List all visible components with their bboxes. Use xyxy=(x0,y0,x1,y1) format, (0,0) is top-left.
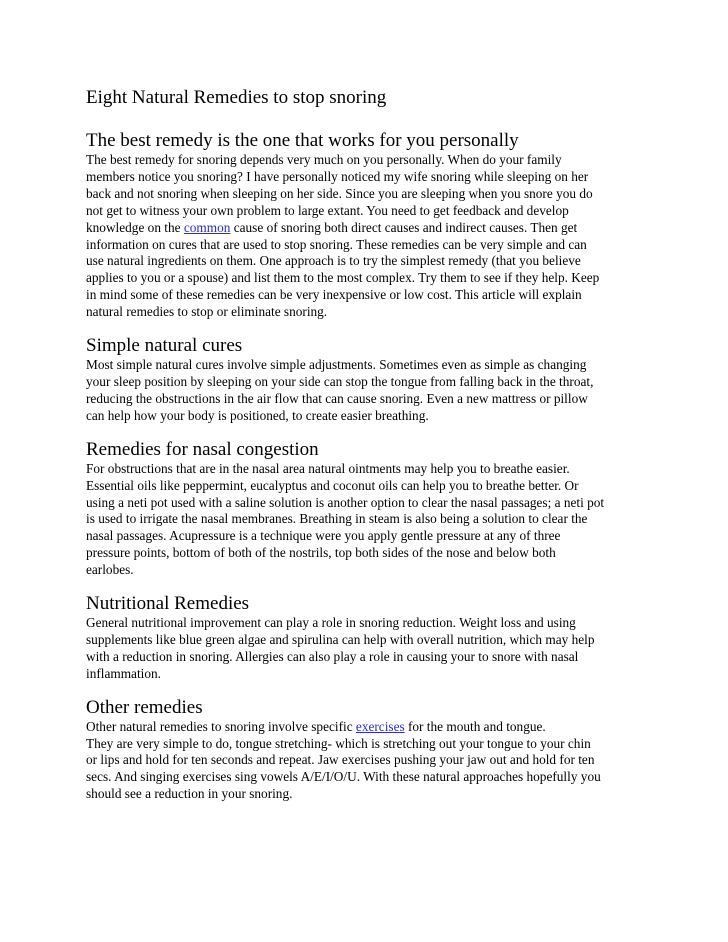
body-line: or lips and hold for ten seconds and repeat. Jaw exercises pushing your jaw out and hold for ten xyxy=(86,752,595,768)
body-line: in mind some of these remedies can be very inexpensive or low cost. This article will explain xyxy=(86,287,582,303)
document-title: Eight Natural Remedies to stop snoring xyxy=(86,87,387,108)
section-heading: Remedies for nasal congestion xyxy=(86,438,319,460)
section xyxy=(86,593,646,683)
body-line: is used to irrigate the nasal membranes. Breathing in steam is also being a solution to clear the xyxy=(86,511,588,527)
body-line: applies to you or a spouse) and list them to the most complex. Try them to see if they help. Keep xyxy=(86,270,600,286)
section-body xyxy=(86,719,646,804)
section xyxy=(86,697,646,804)
section-heading: Other remedies xyxy=(86,696,203,718)
inline-link[interactable]: exercises xyxy=(355,718,405,734)
body-line: back and not snoring when sleeping on her side. Since you are sleeping when you snore you do xyxy=(86,185,593,201)
line-text: for the mouth and tongue. xyxy=(404,718,546,734)
body-line: members notice you snoring? I have personally noticed my wife snoring while sleeping on her xyxy=(86,168,589,184)
body-line: your sleep position by sleeping on your side can stop the tongue from falling back in the throat, xyxy=(86,373,594,389)
section xyxy=(86,439,646,579)
body-line xyxy=(86,719,646,736)
body-line: Most simple natural cures involve simple adjustments. Sometimes even as simple as changing xyxy=(86,357,587,373)
body-line: natural remedies to stop or eliminate snoring. xyxy=(86,304,328,320)
section-heading: Simple natural cures xyxy=(86,335,243,357)
section-heading: The best remedy is the one that works for you personally xyxy=(86,130,519,151)
section-body xyxy=(86,357,646,425)
body-line: should see a reduction in your snoring. xyxy=(86,786,293,802)
section-heading: Nutritional Remedies xyxy=(86,593,250,615)
body-line: They are very simple to do, tongue stretching- which is stretching out your tongue to your chin xyxy=(86,735,591,751)
body-line: use natural ingredients on them. One approach is to try the simplest remedy (that you believe xyxy=(86,253,581,269)
body-line: For obstructions that are in the nasal area natural ointments may help you to breathe easier. xyxy=(86,460,570,476)
body-line: reducing the obstructions in the air flow that can cause snoring. Even a new mattress or pillow xyxy=(86,390,588,406)
body-line: inflammation. xyxy=(86,665,161,681)
document-sections xyxy=(86,130,646,803)
body-line: nasal passages. Acupressure is a technique were you apply gentle pressure at any of three xyxy=(86,528,561,544)
body-line: information on cures that are used to stop snoring. These remedies can be very simple and can xyxy=(86,236,587,252)
section-body xyxy=(86,152,646,321)
body-line: earlobes. xyxy=(86,562,134,578)
body-line: not get to witness your own problem to large extant. You need to get feedback and develop xyxy=(86,202,569,218)
section-body xyxy=(86,615,646,683)
body-line xyxy=(86,220,646,237)
body-line: pressure points, bottom of both of the nostrils, top both sides of the nose and below both xyxy=(86,545,556,561)
body-line: supplements like blue green algae and spirulina can help with overall nutrition, which may help xyxy=(86,631,595,647)
inline-link[interactable]: common xyxy=(183,219,231,235)
body-line: can help how your body is positioned, to create easier breathing. xyxy=(86,407,429,423)
body-line: using a neti pot used with a saline solution is another option to clear the nasal passages; a neti pot xyxy=(86,494,605,510)
body-line: Essential oils like peppermint, eucalyptus and coconut oils can help you to breathe better. Or xyxy=(86,477,579,493)
line-text: cause of snoring both direct causes and indirect causes. Then get xyxy=(230,219,578,235)
line-text: knowledge on the xyxy=(86,219,184,235)
body-line: with a reduction in snoring. Allergies can also play a role in causing your to snore with nasal xyxy=(86,648,579,664)
body-line: General nutritional improvement can play a role in snoring reduction. Weight loss and using xyxy=(86,615,576,631)
body-line: secs. And singing exercises sing vowels A/E/I/O/U. With these natural approaches hopefully you xyxy=(86,769,601,785)
section xyxy=(86,130,646,321)
document-page xyxy=(86,86,646,817)
section-body xyxy=(86,461,646,579)
line-text: Other natural remedies to snoring involve specific xyxy=(86,718,356,734)
section xyxy=(86,335,646,425)
body-line: The best remedy for snoring depends very much on you personally. When do your family xyxy=(86,152,562,167)
